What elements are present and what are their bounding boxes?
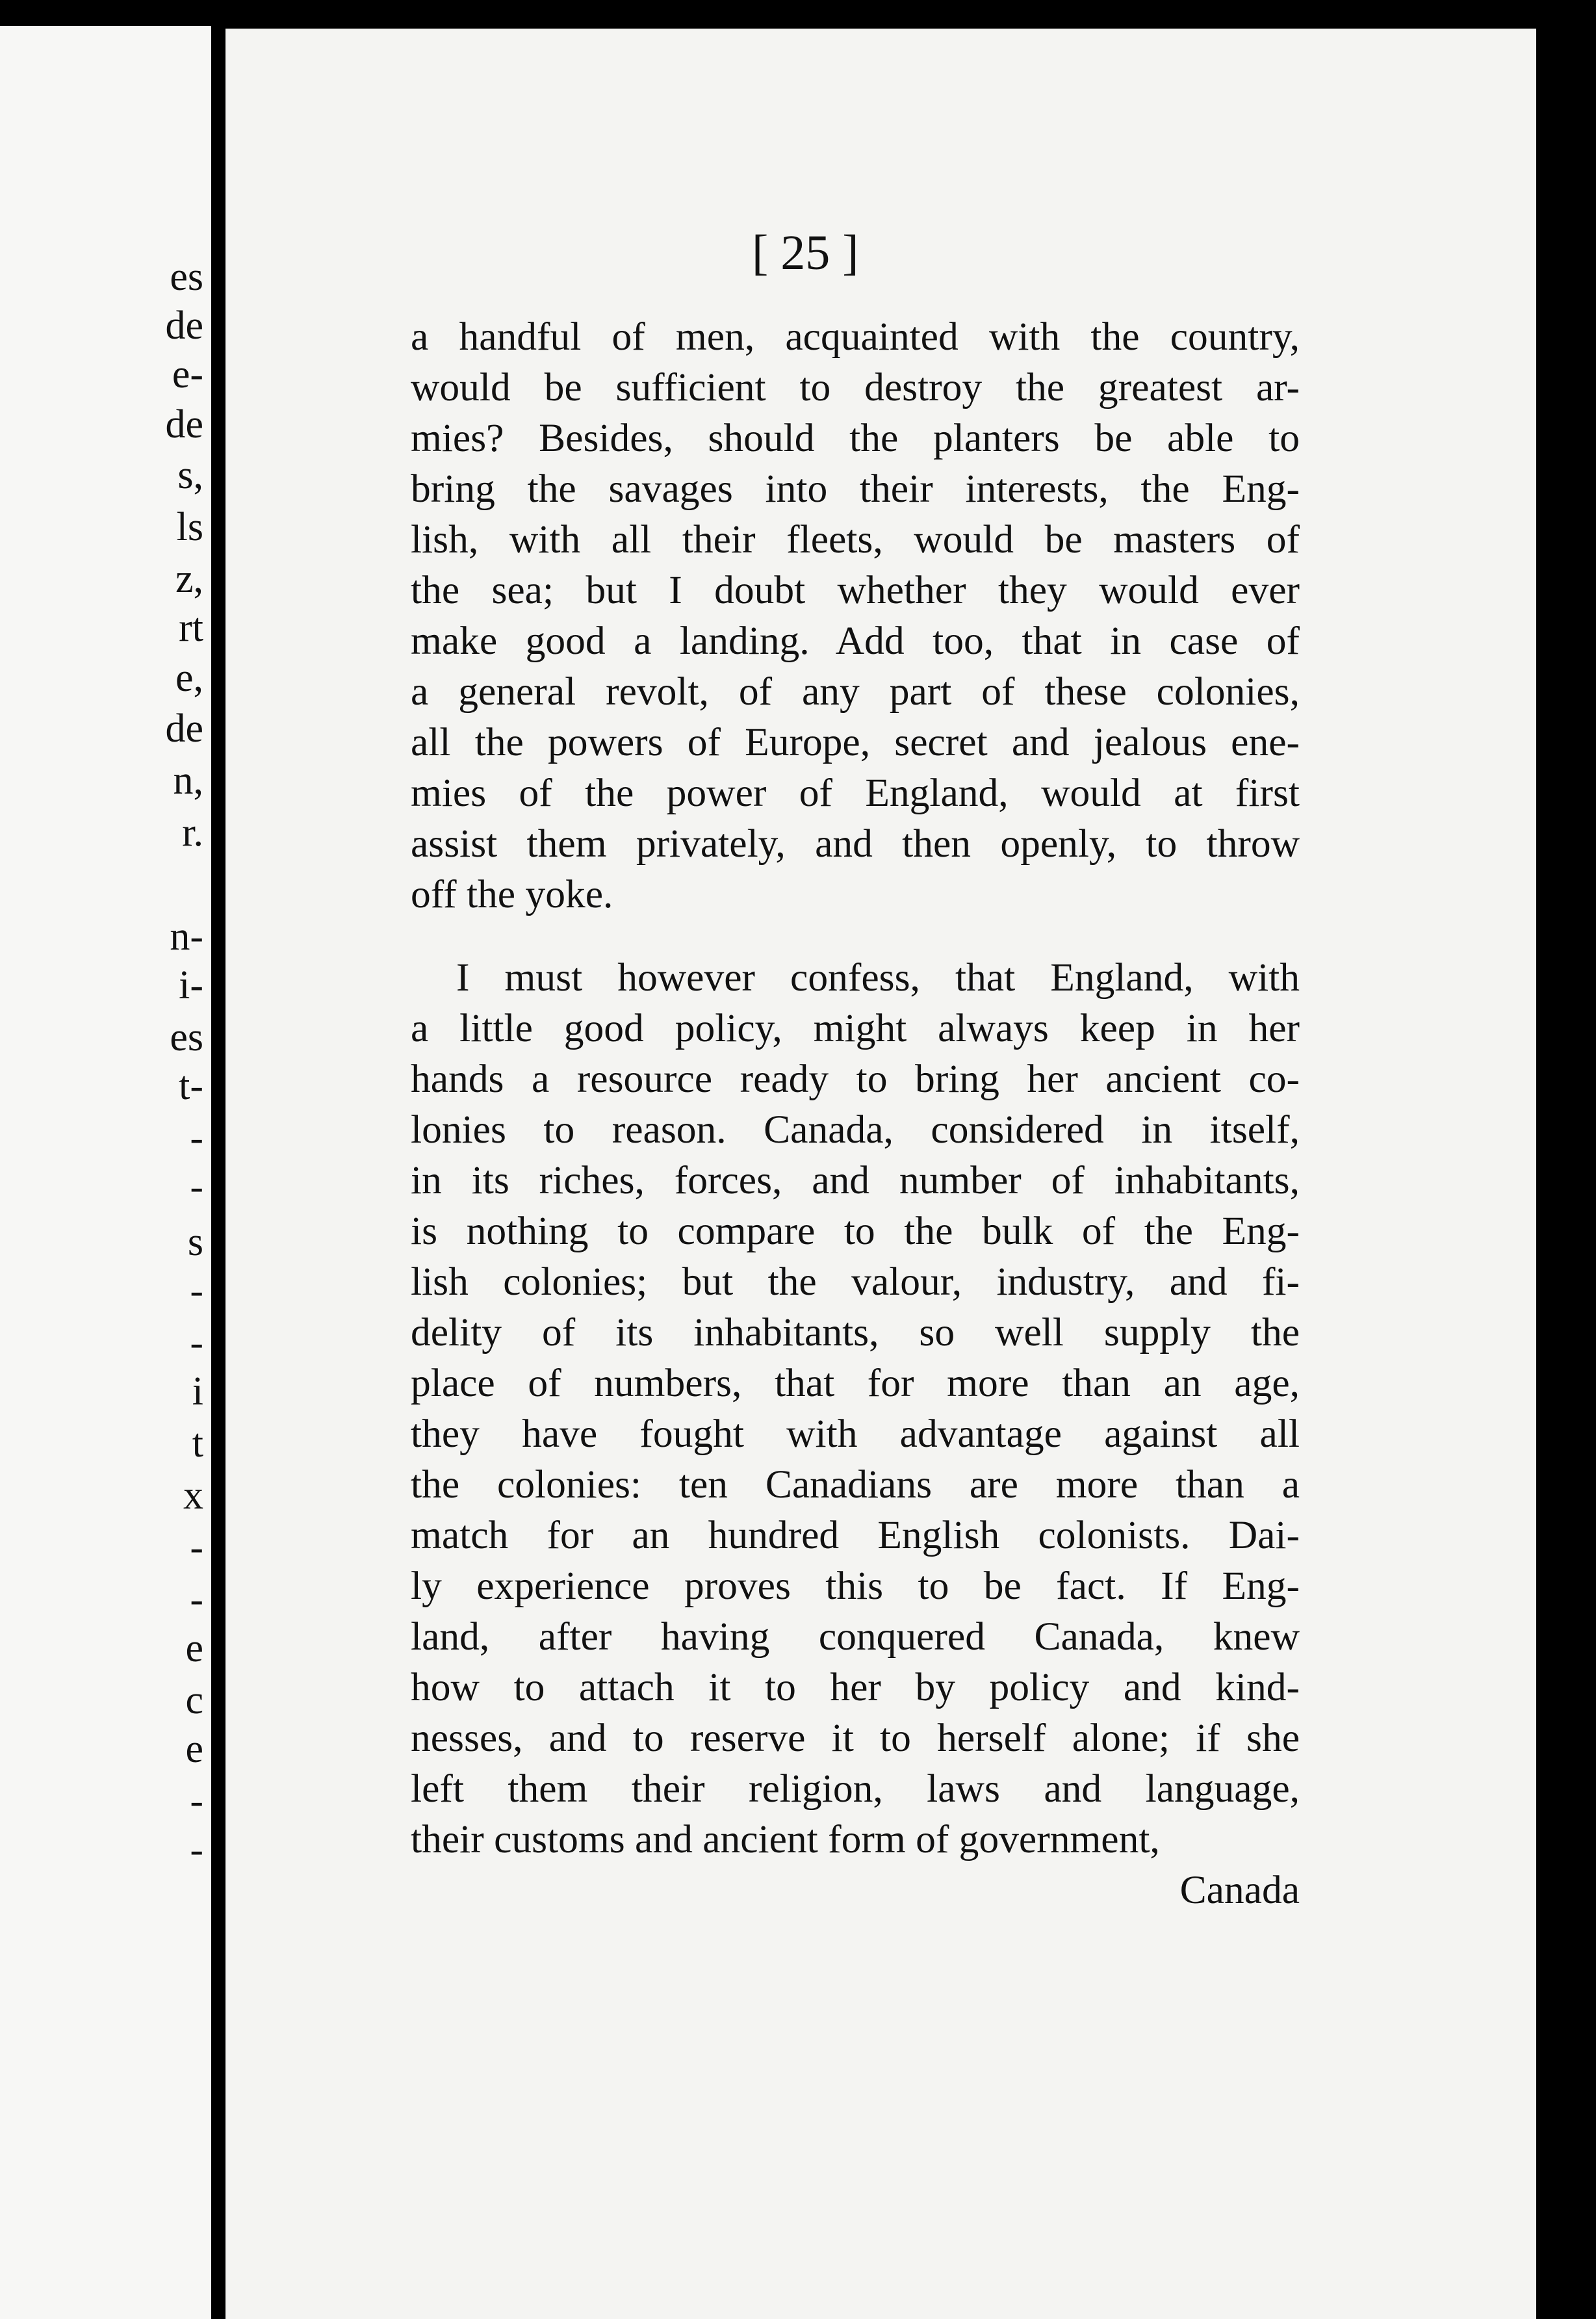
fragment-line: - [190, 1165, 203, 1209]
fragment-line: i [192, 1369, 203, 1414]
fragment-line: x [183, 1473, 203, 1518]
fragment-line: e [185, 1626, 203, 1670]
text-line: lish colonies; but the valour, industry, and fi- [411, 1260, 1300, 1304]
text-line: make good a landing. Add too, that in case of [411, 619, 1300, 663]
fragment-line: r. [182, 810, 203, 855]
text-line: a general revolt, of any part of these colonies, [411, 669, 1300, 714]
fragment-line: s, [177, 453, 203, 497]
fragment-line: ls [176, 505, 203, 549]
text-line: lish, with all their fleets, would be masters of [411, 517, 1300, 562]
fragment-line: e [185, 1727, 203, 1771]
text-line: all the powers of Europe, secret and jealous ene- [411, 720, 1300, 764]
fragment-line: c [185, 1678, 203, 1722]
text-line: nesses, and to reserve it to herself alone; if she [411, 1716, 1300, 1760]
text-line: a handful of men, acquainted with the country, [411, 315, 1300, 359]
fragment-line: - [190, 1525, 203, 1570]
text-line: hands a resource ready to bring her ancient co- [411, 1057, 1300, 1101]
fragment-line: - [190, 1269, 203, 1313]
fragment-line: s [187, 1220, 203, 1264]
text-line: mies of the power of England, would at first [411, 771, 1300, 815]
text-line: would be sufficient to destroy the greatest ar- [411, 365, 1300, 409]
catchword: Canada [1179, 1868, 1300, 1912]
fragment-line: de [165, 706, 203, 751]
text-line: the colonies: ten Canadians are more than a [411, 1462, 1300, 1507]
fragment-line: rt [179, 606, 203, 650]
text-line: their customs and ancient form of government, [411, 1817, 1160, 1861]
text-line: in its riches, forces, and number of inhabitants, [411, 1158, 1300, 1202]
page-edge-shadow [1536, 29, 1554, 2319]
fragment-line: - [190, 1577, 203, 1622]
text-line: lonies to reason. Canada, considered in itself, [411, 1108, 1300, 1152]
fragment-line: t- [179, 1064, 203, 1108]
fragment-line: de [165, 304, 203, 348]
previous-page-fragment [0, 26, 211, 2319]
text-line: match for an hundred English colonists. Dai- [411, 1513, 1300, 1557]
text-line: land, after having conquered Canada, knew [411, 1614, 1300, 1659]
fragment-line: es [170, 255, 203, 299]
text-line: ly experience proves this to be fact. If Eng- [411, 1564, 1300, 1608]
text-line: assist them privately, and then openly, to throw [411, 822, 1300, 866]
fragment-line: e, [175, 656, 203, 700]
paragraph-gap [411, 920, 1300, 952]
paragraph-1 [411, 311, 1300, 920]
body-text [411, 311, 1300, 1915]
text-line: is nothing to compare to the bulk of the Eng- [411, 1209, 1300, 1253]
fragment-line: es [170, 1015, 203, 1059]
fragment-line: - [190, 1779, 203, 1823]
fragment-line: n- [170, 914, 203, 959]
fragment-line: de [165, 402, 203, 447]
paragraph-2 [411, 952, 1300, 1865]
text-line: place of numbers, that for more than an age, [411, 1361, 1300, 1405]
fragment-line: e- [172, 352, 203, 396]
text-line: off the yoke. [411, 872, 613, 916]
fragment-line: t [192, 1421, 203, 1466]
text-line: mies? Besides, should the planters be able to [411, 416, 1300, 460]
text-line: they have fought with advantage against all [411, 1412, 1300, 1456]
fragment-line: i- [179, 963, 203, 1007]
fragment-line: - [190, 1828, 203, 1872]
book-gutter [211, 0, 225, 2319]
text-line: the sea; but I doubt whether they would ever [411, 568, 1300, 612]
fragment-line: - [190, 1321, 203, 1365]
text-line: how to attach it to her by policy and kind- [411, 1665, 1300, 1709]
text-line: left them their religion, laws and language, [411, 1767, 1300, 1811]
fragment-line: n, [173, 758, 203, 803]
page-number: [ 25 ] [752, 226, 859, 280]
text-line: I must however confess, that England, with [456, 955, 1300, 1000]
text-line: bring the savages into their interests, the Eng- [411, 467, 1300, 511]
fragment-line: z, [175, 557, 203, 601]
book-page [225, 29, 1554, 2319]
text-line: delity of its inhabitants, so well supply the [411, 1310, 1300, 1354]
fragment-line: - [190, 1116, 203, 1160]
text-line: a little good policy, might always keep in her [411, 1006, 1300, 1050]
